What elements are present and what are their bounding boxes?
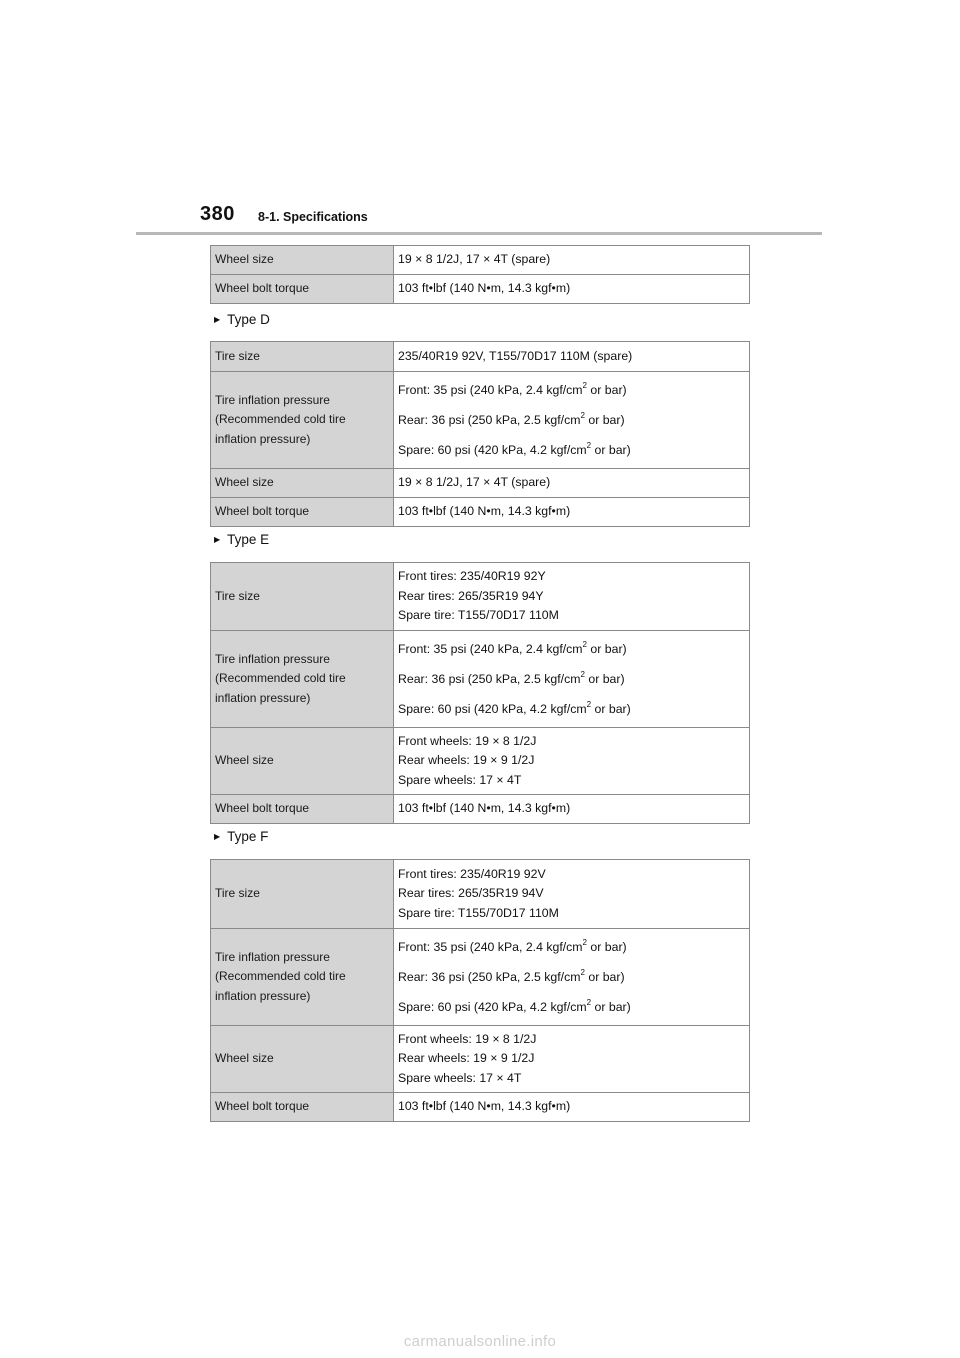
pressure-spare: Spare: 60 psi (420 kPa, 4.2 kgf/$cm^2$ or bar): [398, 700, 631, 716]
pressure-rear: Rear: 36 psi (250 kPa, 2.5 kgf/$cm^2$ or bar): [398, 968, 625, 984]
tire-rear: Rear tires: 265/35R19 94Y: [398, 588, 544, 603]
pressure-spare: Spare: 60 psi (420 kPa, 4.2 kgf/$cm^2$ or bar): [398, 998, 631, 1014]
type-f-heading-text: Type F: [227, 829, 269, 844]
arrow-icon: ▶: [214, 832, 221, 841]
spec-table-type-e: [210, 562, 750, 824]
type-e-heading: [214, 532, 269, 547]
wheel-size-value: [394, 728, 750, 795]
tire-size-value: 235/40R19 92V, T155/70D17 110M (spare): [394, 342, 750, 372]
wheel-size-value: 19 × 8 1/2J, 17 × 4T (spare): [394, 246, 750, 275]
tire-pressure-label: Tire inflation pressure (Recommended cold tire inflation pressure): [211, 631, 394, 728]
wheel-size-label: Wheel size: [211, 246, 394, 275]
wheel-spare: Spare wheels: 17 × 4T: [398, 1070, 522, 1085]
wheel-bolt-torque-value: 103 ft•lbf (140 N•m, 14.3 kgf•m): [394, 795, 750, 824]
tire-size-label: Tire size: [211, 342, 394, 372]
wheel-size-label: Wheel size: [211, 469, 394, 498]
header-divider: [136, 232, 822, 235]
wheel-bolt-torque-value: 103 ft•lbf (140 N•m, 14.3 kgf•m): [394, 498, 750, 527]
wheel-size-value: 19 × 8 1/2J, 17 × 4T (spare): [394, 469, 750, 498]
wheel-bolt-torque-label: Wheel bolt torque: [211, 795, 394, 824]
wheel-front: Front wheels: 19 × 8 1/2J: [398, 1031, 537, 1046]
wheel-rear: Rear wheels: 19 × 9 1/2J: [398, 753, 535, 768]
pressure-spare: Spare: 60 psi (420 kPa, 4.2 kgf/$cm^2$ or bar): [398, 441, 631, 457]
tire-pressure-value: [394, 929, 750, 1026]
wheel-rear: Rear wheels: 19 × 9 1/2J: [398, 1051, 535, 1066]
page-number: 380: [200, 203, 235, 225]
type-d-heading: [214, 312, 270, 327]
pressure-front: Front: 35 psi (240 kPa, 2.4 kgf/$cm^2$ or bar): [398, 640, 627, 656]
type-d-heading-text: Type D: [227, 312, 270, 327]
spec-table-top: [210, 245, 750, 304]
wheel-bolt-torque-value: 103 ft•lbf (140 N•m, 14.3 kgf•m): [394, 275, 750, 304]
table-row: [211, 1093, 750, 1122]
watermark: carmanualsonline.info: [403, 1333, 557, 1350]
table-row: [211, 372, 750, 469]
type-f-heading: [214, 829, 268, 844]
table-row: [211, 275, 750, 304]
arrow-icon: ▶: [214, 315, 221, 324]
pressure-front: Front: 35 psi (240 kPa, 2.4 kgf/$cm^2$ or bar): [398, 381, 627, 397]
table-row: [211, 860, 750, 929]
pressure-rear: Rear: 36 psi (250 kPa, 2.5 kgf/$cm^2$ or bar): [398, 670, 625, 686]
table-row: [211, 563, 750, 631]
wheel-bolt-torque-label: Wheel bolt torque: [211, 1093, 394, 1122]
wheel-bolt-torque-label: Wheel bolt torque: [211, 275, 394, 304]
tire-front: Front tires: 235/40R19 92Y: [398, 569, 546, 584]
tire-pressure-label: Tire inflation pressure (Recommended cold tire inflation pressure): [211, 372, 394, 469]
tire-rear: Rear tires: 265/35R19 94V: [398, 886, 544, 901]
spec-table-type-f: [210, 859, 750, 1122]
tire-spare: Spare tire: T155/70D17 110M: [398, 608, 559, 623]
wheel-size-value: [394, 1026, 750, 1093]
pressure-front: Front: 35 psi (240 kPa, 2.4 kgf/$cm^2$ or bar): [398, 938, 627, 954]
wheel-bolt-torque-label: Wheel bolt torque: [211, 498, 394, 527]
table-row: [211, 342, 750, 372]
wheel-bolt-torque-value: 103 ft•lbf (140 N•m, 14.3 kgf•m): [394, 1093, 750, 1122]
table-row: [211, 795, 750, 824]
table-row: [211, 498, 750, 527]
tire-size-value: [394, 563, 750, 631]
table-row: [211, 728, 750, 795]
tire-size-label: Tire size: [211, 860, 394, 929]
tire-pressure-value: [394, 631, 750, 728]
table-row: [211, 1026, 750, 1093]
spec-table-type-d: [210, 341, 750, 527]
table-row: [211, 246, 750, 275]
tire-pressure-value: [394, 372, 750, 469]
tire-size-value: [394, 860, 750, 929]
table-row: [211, 631, 750, 728]
table-row: [211, 469, 750, 498]
wheel-spare: Spare wheels: 17 × 4T: [398, 772, 522, 787]
arrow-icon: ▶: [214, 535, 221, 544]
wheel-size-label: Wheel size: [211, 1026, 394, 1093]
section-title: 8-1. Specifications: [258, 210, 368, 224]
tire-pressure-label: Tire inflation pressure (Recommended cold tire inflation pressure): [211, 929, 394, 1026]
table-row: [211, 929, 750, 1026]
tire-spare: Spare tire: T155/70D17 110M: [398, 905, 559, 920]
type-e-heading-text: Type E: [227, 532, 270, 547]
tire-size-label: Tire size: [211, 563, 394, 631]
tire-front: Front tires: 235/40R19 92V: [398, 866, 546, 881]
pressure-rear: Rear: 36 psi (250 kPa, 2.5 kgf/$cm^2$ or bar): [398, 411, 625, 427]
wheel-front: Front wheels: 19 × 8 1/2J: [398, 733, 537, 748]
wheel-size-label: Wheel size: [211, 728, 394, 795]
